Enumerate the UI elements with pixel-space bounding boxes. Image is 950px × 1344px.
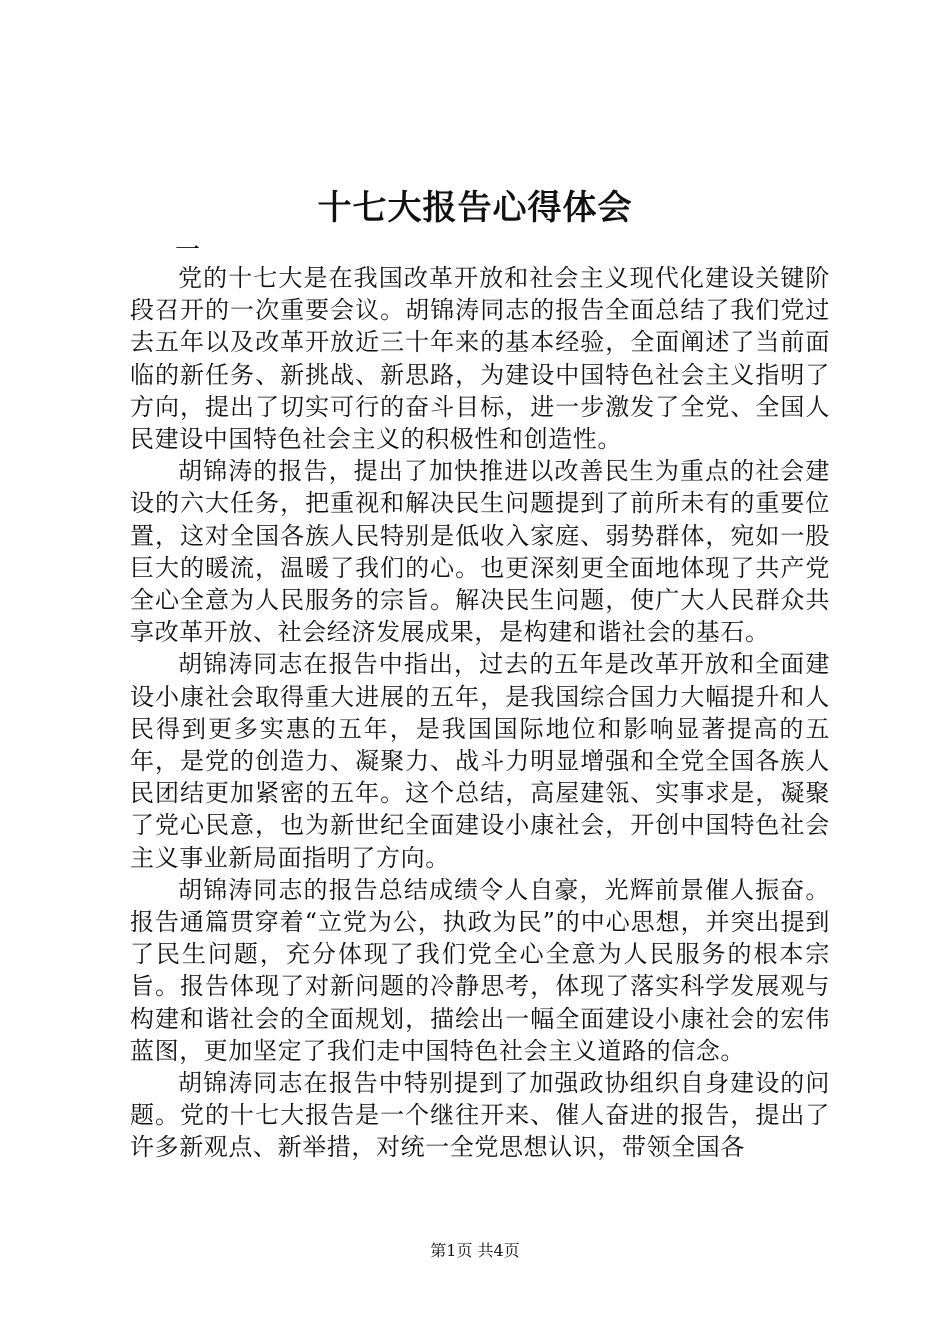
page-footer: 第1页 共4页: [430, 1241, 520, 1260]
paragraph: 胡锦涛同志在报告中指出，过去的五年是改革开放和全面建设小康社会取得重大进展的五年，是我国综合国力大幅提升和人民得到更多实惠的五年，是我国国际地位和影响显著提高的五年，是党的创造力、凝聚力、战斗力明显增强和全党全国各族人民团结更加紧密的五年。这个总结，高屋建瓴、实事求是，凝聚了党心民意，也为新世纪全面建设小康社会，开创中国特色社会主义事业新局面指明了方向。: [130, 650, 830, 872]
section-number: 一: [175, 235, 201, 264]
paragraph: 党的十七大是在我国改革开放和社会主义现代化建设关键阶段召开的一次重要会议。胡锦涛同志的报告全面总结了我们党过去五年以及改革开放近三十年来的基本经验，全面阐述了当前面临的新任务、新挑战、新思路，为建设中国特色社会主义指明了方向，提出了切实可行的奋斗目标，进一步激发了全党、全国人民建设中国特色社会主义的积极性和创造性。: [130, 264, 830, 454]
document-title: 十七大报告心得体会: [317, 188, 633, 228]
paragraph: 胡锦涛的报告，提出了加快推进以改善民生为重点的社会建设的六大任务，把重视和解决民生问题提到了前所未有的重要位置，这对全国各族人民特别是低收入家庭、弱势群体，宛如一股巨大的暖流，温暖了我们的心。也更深刻更全面地体现了共产党全心全意为人民服务的宗旨。解决民生问题，使广大人民群众共享改革开放、社会经济发展成果，是构建和谐社会的基石。: [130, 457, 830, 647]
paragraph: 胡锦涛同志的报告总结成绩令人自豪，光辉前景催人振奋。报告通篇贯穿着“立党为公，执政为民”的中心思想，并突出提到了民生问题，充分体现了我们党全心全意为人民服务的根本宗旨。报告体现了对新问题的冷静思考，体现了落实科学发展观与构建和谐社会的全面规划，描绘出一幅全面建设小康社会的宏伟蓝图，更加坚定了我们走中国特色社会主义道路的信念。: [130, 875, 830, 1065]
document-body: [130, 262, 830, 1164]
paragraph: 胡锦涛同志在报告中特别提到了加强政协组织自身建设的问题。党的十七大报告是一个继往开来、催人奋进的报告，提出了许多新观点、新举措，对统一全党思想认识，带领全国各: [130, 1069, 830, 1162]
